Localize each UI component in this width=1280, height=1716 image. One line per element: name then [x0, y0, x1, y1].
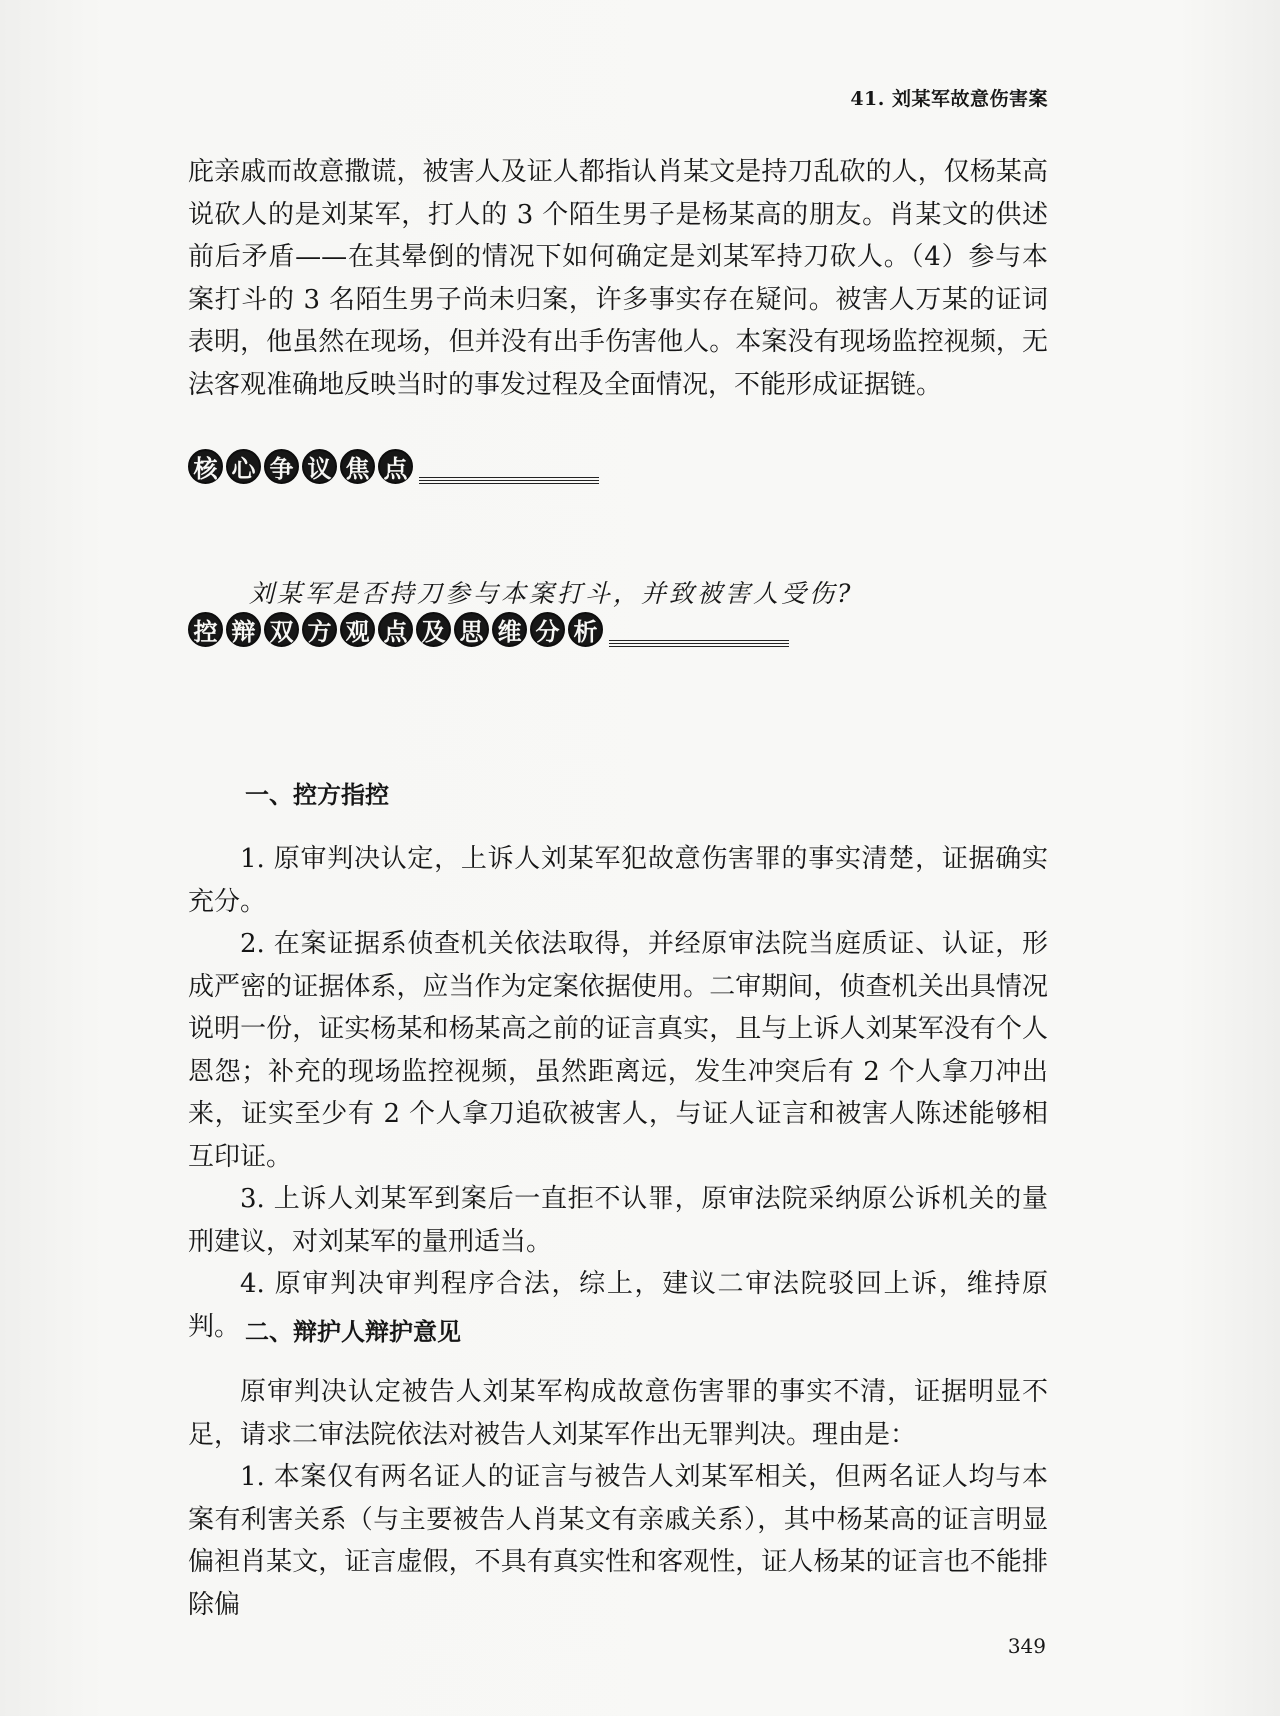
banner-char: 议	[302, 449, 337, 484]
section-banner-core-dispute	[188, 449, 599, 484]
prosecution-point: 2. 在案证据系侦查机关依法取得，并经原审法院当庭质证、认证，形成严密的证据体系，应当作为定案依据使用。二审期间，侦查机关出具情况说明一份，证实杨某和杨某高之前的证言真实，且与上诉人刘某军没有个人恩怨；补充的现场监控视频，虽然距离远，发生冲突后有 2 个人拿刀冲出来，证实至少有 2 个人拿刀追砍被害人，与证人证言和被害人陈述能够相互印证。	[188, 929, 1048, 1172]
banner-char: 分	[530, 612, 565, 647]
banner-char: 方	[302, 612, 337, 647]
banner-char: 及	[416, 612, 451, 647]
defense-points	[188, 1371, 1048, 1626]
prosecution-point: 1. 原审判决认定，上诉人刘某军犯故意伤害罪的事实清楚，证据确实充分。	[188, 844, 1048, 917]
banner-char: 思	[454, 612, 489, 647]
prosecution-point: 4. 原审判决审判程序合法，综上，建议二审法院驳回上诉，维持原判。	[188, 1269, 1048, 1342]
banner-char: 观	[340, 612, 375, 647]
page-number: 349	[1007, 1634, 1046, 1658]
prosecution-point: 3. 上诉人刘某军到案后一直拒不认罪，原审法院采纳原公诉机关的量刑建议，对刘某军的量刑适当。	[188, 1184, 1048, 1257]
banner-char: 控	[188, 612, 223, 647]
intro-paragraph-block	[188, 151, 1048, 406]
banner-char: 双	[264, 612, 299, 647]
banner-char: 核	[188, 449, 223, 484]
banner-char: 辩	[226, 612, 261, 647]
banner-char: 心	[226, 449, 261, 484]
banner-char: 争	[264, 449, 299, 484]
banner-char: 焦	[340, 449, 375, 484]
running-head: 41. 刘某军故意伤害案	[850, 88, 1048, 110]
banner-dotted-rule	[609, 638, 789, 647]
intro-paragraph: 庇亲戚而故意撒谎，被害人及证人都指认肖某文是持刀乱砍的人，仅杨某高说砍人的是刘某军，打人的 3 个陌生男子是杨某高的朋友。肖某文的供述前后矛盾——在其晕倒的情况下如何确定是刘某军持刀砍人。（4）参与本案打斗的 3 名陌生男子尚未归案，许多事实存在疑问。被害人万某的证词表明，他虽然在现场，但并没有出手伤害他人。本案没有现场监控视频，无法客观准确地反映当时的事发过程及全面情况，不能形成证据链。	[188, 157, 1048, 400]
defense-intro: 原审判决认定被告人刘某军构成故意伤害罪的事实不清，证据明显不足，请求二审法院依法对被告人刘某军作出无罪判决。理由是：	[188, 1377, 1048, 1450]
prosecution-points	[188, 838, 1048, 1348]
banner-char: 析	[568, 612, 603, 647]
banner-char: 维	[492, 612, 527, 647]
banner-dotted-rule	[419, 475, 599, 484]
core-dispute-question: 刘某军是否持刀参与本案打斗，并致被害人受伤?	[249, 579, 854, 608]
banner-char: 点	[378, 612, 413, 647]
defense-point: 1. 本案仅有两名证人的证言与被告人刘某军相关，但两名证人均与本案有利害关系（与主要被告人肖某文有亲戚关系），其中杨某高的证言明显偏袒肖某文，证言虚假，不具有真实性和客观性，证人杨某的证言也不能排除偏	[188, 1462, 1048, 1620]
section-banner-arguments-analysis	[188, 612, 789, 647]
defense-heading: 二、辩护人辩护意见	[245, 1318, 461, 1346]
prosecution-heading: 一、控方指控	[245, 781, 389, 809]
banner-char: 点	[378, 449, 413, 484]
